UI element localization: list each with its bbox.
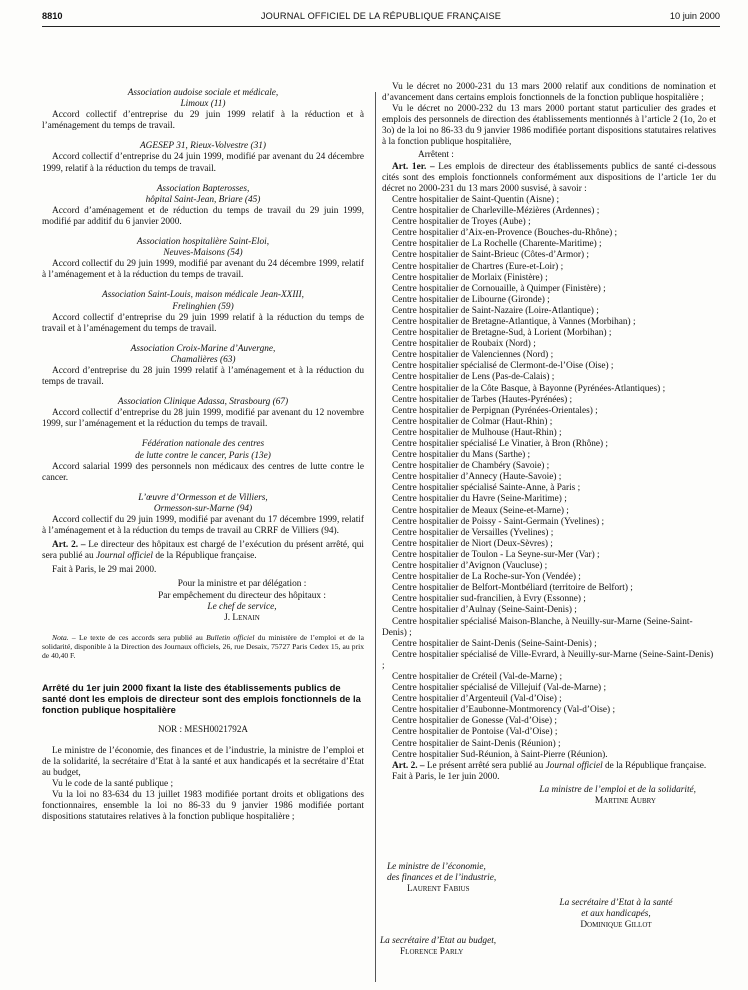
hospital-item: Centre hospitalier de Bretagne-Sud, à Lorient (Morbihan) ;: [392, 328, 612, 339]
association-entry: [42, 184, 364, 228]
association-title: Association hospitalière Saint-Eloi,: [136, 237, 270, 248]
hospital-item: Centre hospitalier de Saint-Denis (Seine-Saint-Denis) ;: [392, 638, 597, 649]
hospital-item: Centre hospitalier d’Eaubonne-Montmorency (Val-d’Oise) ;: [392, 705, 616, 716]
hospital-item: Centre hospitalier de Bretagne-Atlantique, à Vannes (Morbihan) ;: [392, 316, 636, 327]
association-title: Frelinghien (59): [172, 301, 234, 312]
agreement-text: Accord salarial 1999 des personnels non médicaux des centres de lutte contre le cancer.: [42, 461, 364, 483]
association-title: hôpital Saint-Jean, Briare (45): [145, 194, 261, 205]
signature-sante: La secrétaire d’Etat à la santé et aux handicapés, Dominique Gillot: [559, 898, 673, 931]
preamble: [42, 746, 364, 824]
hospital-item: Centre hospitalier de Tarbes (Hautes-Pyrénées) ;: [392, 394, 573, 405]
association-title: Association audoise sociale et médicale,: [127, 88, 279, 98]
hospital-item: Centre hospitalier spécialisé de Ville-Evrard, à Neuilly-sur-Marne (Seine-Saint-Denis) ;: [382, 649, 714, 671]
hospital-item: Centre hospitalier spécialisé Sainte-Anne, à Paris ;: [392, 483, 581, 494]
header-rule: [42, 26, 720, 27]
hospital-item: Centre hospitalier de La Roche-sur-Yon (Vendée) ;: [392, 572, 581, 583]
issue-date: 10 juin 2000: [669, 11, 720, 21]
signature-line-1: Pour la ministre et par délégation :: [177, 579, 307, 590]
preamble-paragraph: Vu le code de la santé publique ;: [52, 778, 174, 789]
hospital-item: Centre hospitalier de Roubaix (Nord) ;: [392, 339, 536, 350]
association-title: Chamalières (63): [170, 354, 236, 365]
hospital-item: Centre hospitalier de Saint-Brieuc (Côtes-d’Armor) ;: [392, 250, 589, 261]
journal-title: JOURNAL OFFICIEL DE LA RÉPUBLIQUE FRANÇAISE: [260, 11, 502, 21]
hospital-item: Centre hospitalier de Lens (Pas-de-Calais) ;: [392, 372, 555, 383]
agreement-text: Accord collectif d’entreprise du 29 juin 1999 relatif à la réduction du temps de travail et à l’aménagement du temps de travail.: [42, 312, 364, 334]
preamble-paragraph: Vu la loi no 83-634 du 13 juillet 1983 modifiée portant droits et obligations des fonctionnaires, ensemble la loi no 86-33 du 9 janvier 1986 modifiée portant dispositions statutaires relatives à la fonction publique hospitalière ;: [42, 789, 364, 823]
hospital-item: Centre hospitalier de Colmar (Haut-Rhin) ;: [392, 416, 553, 427]
done-at-right: Fait à Paris, le 1er juin 2000.: [392, 771, 500, 782]
hospital-item: Centre hospitalier d’Annecy (Haute-Savoie) ;: [392, 472, 562, 483]
association-title: Association Croix-Marine d’Auvergne,: [130, 343, 276, 354]
hospital-item: Centre hospitalier de Libourne (Gironde) ;: [392, 294, 550, 305]
agreement-text: Accord collectif du 29 juin 1999, modifié par avenant du 17 décembre 1999, relatif à l’aménagement et à la réduction du temps de travail au CRRF de Villiers (94).: [42, 515, 364, 537]
association-title: Limoux (11): [180, 99, 226, 110]
hospital-item: Centre hospitalier de Niort (Deux-Sèvres) ;: [392, 538, 553, 549]
hospital-item: Centre hospitalier de Saint-Denis (Réunion) ;: [392, 738, 561, 749]
association-title: Ormesson-sur-Marne (94): [153, 503, 253, 514]
done-at-left: Fait à Paris, le 29 mai 2000.: [52, 565, 157, 576]
signature-economie: Le ministre de l’économie, des finances et de l’industrie, Laurent Fabius: [387, 862, 497, 895]
decree-title: Arrêté du 1er juin 2000 fixant la liste des établissements publics de santé dont les emplois de directeur sont des emplois fonctionnels de la fonction publique hospitalière: [42, 682, 361, 716]
hospital-item: Centre hospitalier de Morlaix (Finistère) ;: [392, 272, 548, 283]
signature-budget: La secrétaire d’Etat au budget, Florence Parly: [380, 936, 497, 958]
column-divider: [375, 92, 376, 982]
hospital-item: Centre hospitalier d’Avignon (Vaucluse) ;: [392, 561, 548, 572]
association-entry: [42, 439, 364, 483]
association-title: L’œuvre d’Ormesson et de Villiers,: [138, 492, 268, 503]
left-column: [42, 88, 364, 823]
signature-emploi: La ministre de l’emploi et de la solidarité, Martine Aubry: [539, 784, 696, 806]
hospital-item: Centre hospitalier de Belfort-Montbéliard (territoire de Belfort) ;: [392, 583, 633, 594]
page-number: 8810: [42, 11, 63, 21]
hospital-item: Centre hospitalier spécialisé de Clermont-de-l’Oise (Oise) ;: [392, 361, 614, 372]
association-title: Neuves-Maisons (54): [163, 248, 243, 259]
association-entry: [42, 141, 364, 174]
signature-block-left: [42, 579, 342, 623]
hospital-item: Centre hospitalier de Valenciennes (Nord) ;: [392, 350, 554, 361]
agreement-text: Accord d’entreprise du 28 juin 1999 relatif à l’aménagement et à la réduction du temps de travail.: [42, 365, 364, 388]
hospital-item: Centre hospitalier spécialisé Maison-Blanche, à Neuilly-sur-Marne (Seine-Saint-Denis) ;: [382, 616, 693, 638]
agreement-text: Accord collectif du 29 juin 1999, modifié par avenant du 24 décembre 1999, relatif à l’aménagement et à la réduction du temps de travail.: [42, 259, 364, 281]
association-entry: [42, 88, 364, 132]
association-title: de lutte contre le cancer, Paris (13e): [135, 450, 271, 461]
hospital-item: Centre hospitalier de Chartres (Eure-et-Loir) ;: [392, 261, 564, 272]
article-1: Art. 1er. – Les emplois de directeur des établissements publics de santé ci-dessous cités sont des emplois fonctionnels conformément aux dispositions de l’article 1er du décret no 2000-231 du 13 mars 2000 susvisé, à savoir :: [382, 161, 716, 194]
signature-line-2: Par empêchement du directeur des hôpitaux :: [158, 590, 326, 601]
arretent: Arrêtent :: [418, 149, 454, 160]
hospital-item: Centre hospitalier de Cornouaille, à Quimper (Finistère) ;: [392, 283, 606, 294]
hospital-item: Centre hospitalier de Saint-Nazaire (Loire-Atlantique) ;: [392, 305, 599, 316]
association-list: [42, 88, 364, 537]
preamble-paragraph: Le ministre de l’économie, des finances et de l’industrie, la ministre de l’emploi et de la solidarité, la secrétaire d’Etat à la santé et aux handicapés et la secrétaire d’Etat au budget,: [42, 745, 364, 778]
hospital-item: Centre hospitalier de Perpignan (Pyrénées-Orientales) ;: [392, 405, 598, 416]
agreement-text: Accord collectif d’entreprise du 24 juin 1999, modifié par avenant du 24 décembre 1999, relatif à la réduction du temps de travail.: [42, 152, 364, 174]
hospital-item: Centre hospitalier de la Côte Basque, à Bayonne (Pyrénées-Atlantiques) ;: [392, 383, 666, 394]
association-title: AGESEP 31, Rieux-Volvestre (31): [140, 141, 266, 152]
hospital-item: Centre hospitalier de Pontoise (Val-d’Oise) ;: [392, 727, 558, 738]
hospital-list: [382, 195, 716, 761]
hospital-item: Centre hospitalier de Gonesse (Val-d’Oise) ;: [392, 716, 557, 727]
association-entry: [42, 237, 364, 281]
signature-name: J. Lenain: [224, 612, 260, 623]
hospital-item: Centre hospitalier de Versailles (Yvelines) ;: [392, 527, 554, 538]
association-title: Association Saint-Louis, maison médicale Jean-XXIII,: [102, 290, 304, 301]
hospital-item: Centre hospitalier de Toulon - La Seyne-sur-Mer (Var) ;: [392, 549, 600, 560]
hospital-item: Centre hospitalier spécialisé de Villejuif (Val-de-Marne) ;: [392, 683, 607, 694]
article-2-right: Art. 2. – Le présent arrêté sera publié au Journal officiel de la République française.: [392, 760, 707, 771]
association-entry: [42, 493, 364, 537]
agreement-text: Accord d’aménagement et de réduction du temps de travail du 29 juin 1999, modifié par additif du 6 janvier 2000.: [42, 205, 364, 227]
hospital-item: Centre hospitalier d’Aulnay (Seine-Saint-Denis) ;: [392, 605, 577, 616]
association-title: Association Bapterosses,: [156, 183, 250, 194]
hospital-item: Centre hospitalier du Mans (Sarthe) ;: [392, 450, 531, 461]
hospital-item: Centre hospitalier du Havre (Seine-Maritime) ;: [392, 494, 567, 505]
association-entry: [42, 397, 364, 430]
hospital-item: Centre hospitalier de Saint-Quentin (Aisne) ;: [392, 194, 560, 205]
hospital-item: Centre hospitalier d’Argenteuil (Val-d’Oise) ;: [392, 694, 562, 705]
nota-note: Nota. – Le texte de ces accords sera publié au Bulletin officiel du ministère de l’emploi et de la solidarité, disponible à la Direction des Journaux officiels, 26, rue Desaix, 75727 Paris Cedex 15, au prix de 40,40 F.: [42, 632, 364, 661]
signature-role: Le chef de service,: [207, 601, 277, 612]
page-header: [42, 11, 720, 25]
article-2-left: Art. 2. – Le directeur des hôpitaux est chargé de l’exécution du présent arrêté, qui sera publié au Journal officiel de la République française.: [42, 540, 364, 562]
association-entry: [42, 344, 364, 388]
hospital-item: Centre hospitalier de Chambéry (Savoie) ;: [392, 461, 550, 472]
hospital-item: Centre hospitalier de Charleville-Mézières (Ardennes) ;: [392, 206, 600, 217]
association-entry: [42, 290, 364, 334]
hospital-item: Centre hospitalier spécialisé Le Vinatier, à Bron (Rhône) ;: [392, 439, 609, 449]
hospital-item: Centre hospitalier de Poissy - Saint-Germain (Yvelines) ;: [392, 516, 605, 527]
vu-paragraph: Vu le décret no 2000-232 du 13 mars 2000 portant statut particulier des grades et emplois des personnels de direction des établissements mentionnés à l’article 2 (1o, 2o et 3o) de la loi no 86-33 du 9 janvier 1986 modifiée portant dispositions statutaires relatives à la fonction publique hospitalière,: [382, 104, 716, 148]
hospital-item: Centre hospitalier sud-francilien, à Evry (Essonne) ;: [392, 594, 586, 605]
agreement-text: Accord collectif d’entreprise du 28 juin 1999, modifié par avenant du 12 novembre 1999, sur l’aménagement et la réduction du temps de travail.: [42, 408, 364, 430]
association-title: Fédération nationale des centres: [141, 439, 265, 450]
hospital-item: Centre hospitalier d’Aix-en-Provence (Bouches-du-Rhône) ;: [392, 228, 618, 239]
association-title: Association Clinique Adassa, Strasbourg (67): [117, 397, 289, 408]
hospital-item: Centre hospitalier de Troyes (Aube) ;: [392, 217, 531, 228]
nor-reference: NOR : MESH0021792A: [158, 724, 248, 735]
hospital-item: Centre hospitalier de Mulhouse (Haut-Rhin) ;: [392, 427, 562, 438]
hospital-item: Centre hospitalier Sud-Réunion, à Saint-Pierre (Réunion).: [392, 749, 608, 760]
hospital-item: Centre hospitalier de Créteil (Val-de-Marne) ;: [392, 671, 563, 682]
hospital-item: Centre hospitalier de Meaux (Seine-et-Marne) ;: [392, 505, 569, 516]
right-column: [382, 82, 716, 807]
agreement-text: Accord collectif d’entreprise du 29 juin 1999 relatif à la réduction et à l’aménagement du temps de travail.: [42, 110, 364, 132]
hospital-item: Centre hospitalier de La Rochelle (Charente-Maritime) ;: [392, 239, 602, 250]
vu-list: [382, 82, 716, 149]
vu-paragraph: Vu le décret no 2000-231 du 13 mars 2000 relatif aux conditions de nomination et d’avancement dans certains emplois fonctionnels de la fonction publique hospitalière ;: [382, 82, 716, 104]
